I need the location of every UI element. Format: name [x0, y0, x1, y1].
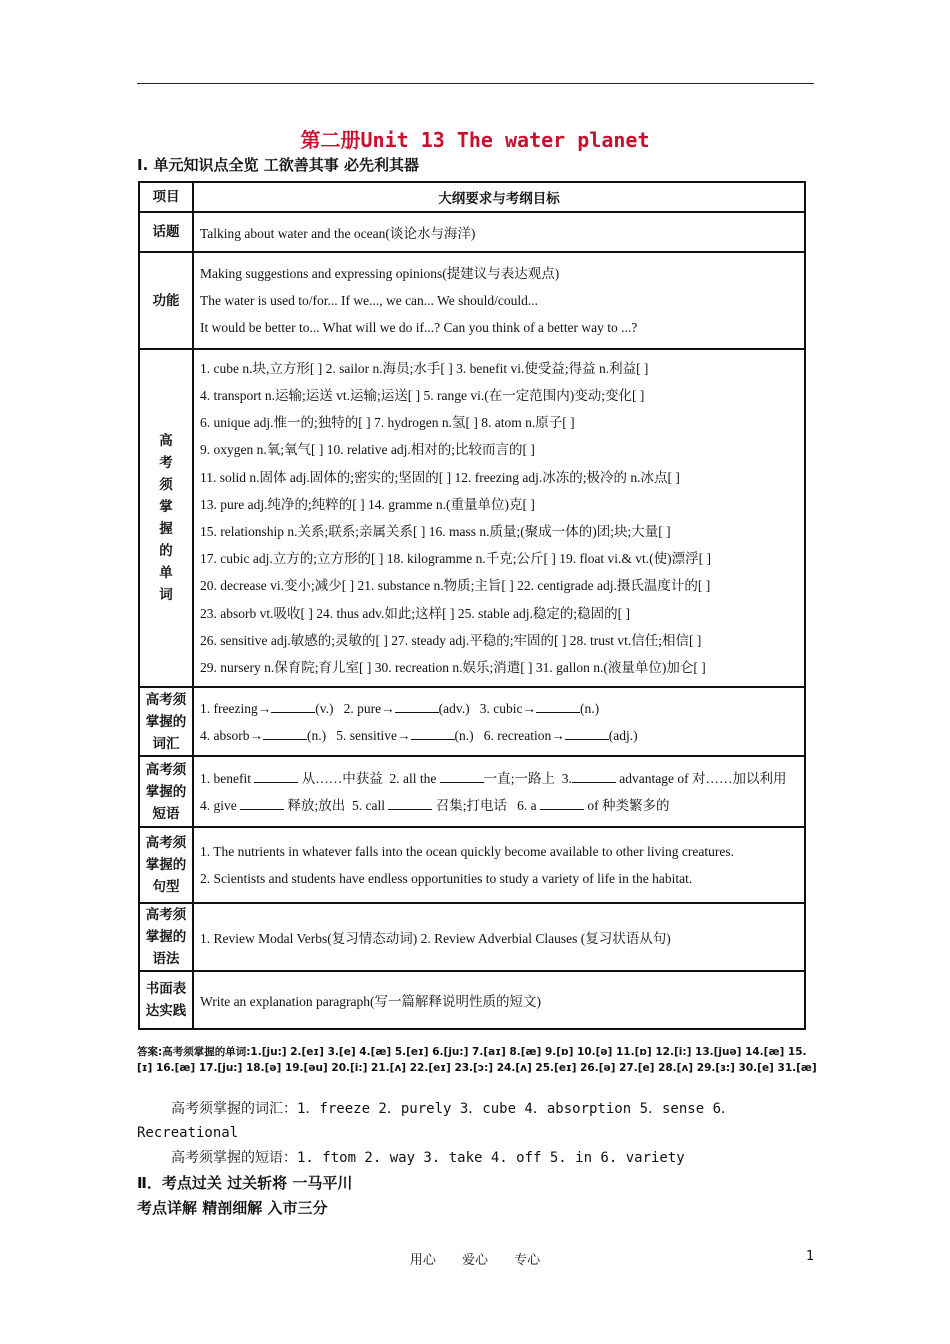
vocab-item: 2. pure→	[343, 700, 395, 716]
writing-label: 书面表达实践	[139, 971, 193, 1029]
word-line: 26. sensitive adj.敏感的;灵敏的[ ] 27. steady adj.平稳的;牢固的[ ] 28. trust vt.信任;相信[ ]	[200, 632, 702, 648]
sentences-cell	[193, 827, 805, 903]
vocab-pos: (adj.)	[608, 727, 638, 743]
phrase-meaning: 召集;打电话	[435, 797, 508, 813]
words-label-char: 握	[159, 521, 173, 537]
vocab-line	[200, 695, 798, 722]
sentences-row	[139, 827, 805, 903]
word-line: 29. nursery n.保育院;育儿室[ ] 30. recreation n.娱乐;消遣[ ] 31. gallon n.(液量单位)加仑[ ]	[200, 660, 706, 676]
sentence-line: 1. The nutrients in whatever falls into the ocean quickly become available to other living creatures.	[200, 844, 734, 859]
answer-vocab: 高考须掌握的词汇：1．freeze 2．purely 3．cube 4．absorption 5．sense 6．Recreational	[137, 1101, 736, 1141]
words-label-char: 词	[159, 587, 173, 603]
phrase-item: 2. all the	[389, 770, 437, 786]
words-label-char: 须	[159, 477, 173, 493]
function-line: Making suggestions and expressing opinions(提建议与表达观点)	[200, 266, 560, 281]
answer-blank	[536, 700, 580, 713]
phrase-line	[200, 765, 798, 792]
answer-blank	[263, 727, 307, 740]
function-row	[139, 252, 805, 349]
vocab-cell	[193, 687, 805, 756]
phrase-item: 6. a	[517, 797, 537, 813]
phrase-meaning: 从……中获益	[301, 770, 383, 786]
vocab-label: 高考须掌握的词汇	[139, 687, 193, 756]
answer-blank	[271, 700, 315, 713]
word-line: 17. cubic adj.立方的;立方形的[ ] 18. kilogramme n.千克;公斤[ ] 19. float vi.& vt.(使)漂浮[ ]	[200, 551, 712, 567]
phrase-item: 5. call	[352, 797, 386, 813]
vocab-pos: (adv.)	[438, 700, 470, 716]
phrase-meaning: advantage of 对……加以利用	[619, 770, 787, 786]
word-line: 15. relationship n.关系;联系;亲属关系[ ] 16. mass n.质量;(聚成一体的)团;块;大量[ ]	[200, 524, 671, 539]
table-header-row	[139, 182, 805, 212]
phrase-item: 3.	[561, 770, 572, 786]
vocab-item: 1. freezing→	[200, 700, 272, 716]
page-title: 第二册Unit 13 The water planet	[300, 128, 650, 152]
words-label-char: 高	[159, 433, 173, 449]
function-cell	[193, 252, 805, 349]
grammar-row	[139, 903, 805, 971]
function-line: It would be better to... What will we do if...? Can you think of a better way to ...?	[200, 320, 638, 335]
answer-blank	[388, 797, 432, 810]
answer-blank	[565, 727, 609, 740]
answer-blank	[440, 770, 484, 783]
answer-blank	[395, 700, 439, 713]
answer-blank	[240, 797, 284, 810]
answer-key: 答案:高考须掌握的单词:1.[ju:] 2.[eɪ] 3.[e] 4.[æ] 5.[eɪ] 6.[ju:] 7.[aɪ] 8.[æ] 9.[ɒ] 10.[ə] 11.[ɒ] 12.[i:] 13.[juə] 14.[æ] 15.[ɪ] 16.[æ] 17.[ju:] 18.[ə] 19.[əu] 20.[i:] 21.[ʌ] 22.[eɪ] 23.[ɔ:] 24.[ʌ] 25.[eɪ] 26.[ə] 27.[e] 28.[ʌ] 29.[ɜ:] 30.[e] 31.[æ]	[137, 1046, 817, 1074]
word-line: 13. pure adj.纯净的;纯粹的[ ] 14. gramme n.(重量单位)克[ ]	[200, 496, 535, 512]
phrases-label: 高考须掌握的短语	[139, 756, 193, 827]
section-heading-2: Ⅱ．考点过关 过关斩将 一马平川	[137, 1174, 353, 1192]
answer-phrases: 高考须掌握的短语：1. ftom 2. way 3. take 4. off 5. in 6. variety	[171, 1150, 685, 1166]
header-rule	[137, 83, 814, 84]
page-number: 1	[806, 1249, 815, 1264]
answer-blank	[254, 770, 298, 783]
words-label-char: 单	[159, 565, 173, 581]
phrases-row	[139, 756, 805, 827]
vocab-pos: (n.)	[579, 700, 600, 716]
words-label-char: 的	[159, 543, 173, 559]
topic-text: Talking about water and the ocean(谈论水与海洋)	[193, 212, 805, 252]
writing-text: Write an explanation paragraph(写一篇解释说明性质的短文)	[193, 971, 805, 1029]
writing-row	[139, 971, 805, 1029]
header-item-cell: 项目	[139, 182, 193, 212]
phrase-meaning: 释放;放出	[287, 797, 346, 813]
grammar-label: 高考须掌握的语法	[139, 903, 193, 971]
syllabus-table	[138, 181, 806, 1030]
topic-label: 话题	[139, 212, 193, 252]
topic-row	[139, 212, 805, 252]
words-label	[139, 349, 193, 687]
words-row	[139, 349, 805, 687]
words-cell	[193, 349, 805, 687]
phrase-line	[200, 792, 798, 819]
sentence-line: 2. Scientists and students have endless opportunities to study a variety of life in the habitat.	[200, 871, 693, 886]
vocab-pos: (n.)	[307, 727, 327, 743]
sentences-label: 高考须掌握的句型	[139, 827, 193, 903]
header-goal-cell: 大纲要求与考纲目标	[193, 182, 805, 212]
answer-blank	[411, 727, 455, 740]
function-line: The water is used to/for... If we..., we can... We should/could...	[200, 293, 538, 308]
phrase-item: 1. benefit	[200, 770, 251, 786]
answer-blank	[572, 770, 616, 783]
section-subheading-2: 考点详解 精剖细解 入市三分	[137, 1199, 328, 1217]
section-heading-1: I. 单元知识点全览 工欲善其事 必先利其器	[137, 156, 419, 174]
function-label: 功能	[139, 252, 193, 349]
vocab-pos: (n.)	[454, 727, 474, 743]
phrase-item: 4. give	[200, 797, 237, 813]
vocab-pos: (v.)	[315, 700, 334, 716]
phrases-cell	[193, 756, 805, 827]
page-footer: 用心 爱心 专心	[409, 1253, 541, 1268]
word-line: 4. transport n.运输;运送 vt.运输;运送[ ] 5. range vi.(在一定范围内)变动;变化[ ]	[200, 387, 645, 403]
phrase-meaning: of 种类繁多的	[587, 797, 670, 813]
word-line: 20. decrease vi.变小;减少[ ] 21. substance n.物质;主旨[ ] 22. centigrade adj.摄氏温度计的[ ]	[200, 578, 711, 594]
vocab-row	[139, 687, 805, 756]
word-line: 1. cube n.块,立方形[ ] 2. sailor n.海员;水手[ ] 3. benefit vi.使受益;得益 n.利益[ ]	[200, 360, 649, 376]
vocab-item: 3. cubic→	[479, 700, 536, 716]
vocab-item: 5. sensitive→	[336, 727, 411, 743]
words-label-char: 考	[159, 455, 173, 471]
vocab-item: 6. recreation→	[483, 727, 565, 743]
word-line: 23. absorb vt.吸收[ ] 24. thus adv.如此;这样[ ] 25. stable adj.稳定的;稳固的[ ]	[200, 605, 630, 621]
word-line: 11. solid n.固体 adj.固体的;密实的;坚固的[ ] 12. freezing adj.冰冻的;极冷的 n.冰点[ ]	[200, 469, 680, 485]
grammar-text: 1. Review Modal Verbs(复习情态动词) 2. Review Adverbial Clauses (复习状语从句)	[193, 903, 805, 971]
answer-blank	[540, 797, 584, 810]
vocab-line	[200, 722, 798, 749]
word-line: 9. oxygen n.氧;氧气[ ] 10. relative adj.相对的;比较而言的[ ]	[200, 442, 535, 458]
words-label-char: 掌	[159, 499, 173, 515]
phrase-meaning: 一直;一路上	[483, 770, 555, 786]
word-line: 6. unique adj.惟一的;独特的[ ] 7. hydrogen n.氢[ ] 8. atom n.原子[ ]	[200, 415, 575, 431]
vocab-item: 4. absorb→	[200, 727, 263, 743]
